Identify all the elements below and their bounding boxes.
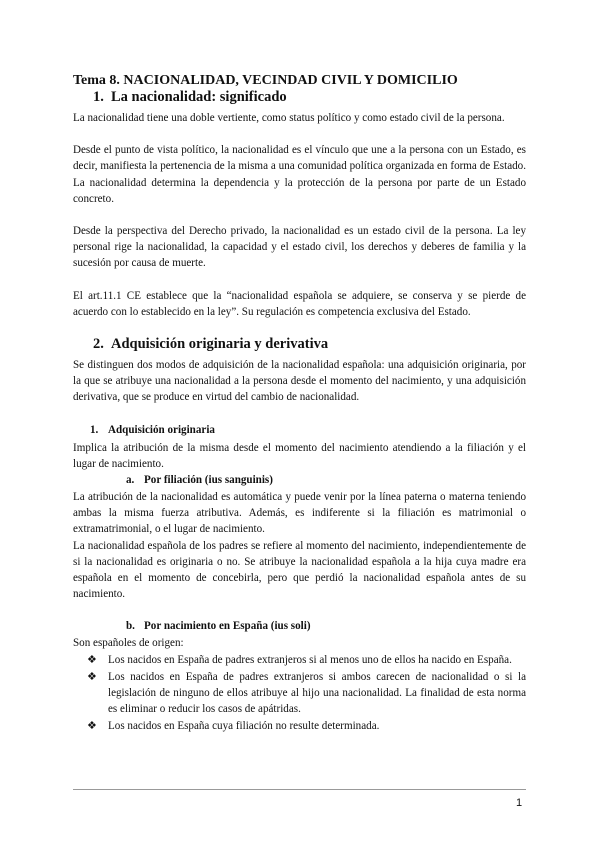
section-2-heading — [93, 336, 526, 353]
subsection-a-paragraph-2: La nacionalidad española de los padres se refiere al momento del nacimiento, independientemente de si la nacionalidad es originaria o no. Se atribuye la nacionalidad española a la hija cuya madre era española en el momento de concebirla, pero que perdió la nacionalidad española antes de su nacimiento. — [73, 539, 526, 601]
list-item-text: Los nacidos en España cuya filiación no resulte determinada. — [108, 720, 380, 733]
diamond-bullet-icon: ❖ — [87, 653, 97, 666]
subsection-b-heading — [126, 618, 526, 634]
subsection-b-title: Por nacimiento en España (ius soli) — [144, 620, 311, 633]
footer-divider — [73, 789, 526, 790]
section-1-heading — [93, 89, 526, 106]
section-2-paragraph-1: Se distinguen dos modos de adquisición de la nacionalidad española: una adquisición originaria, por la que se atribuye una nacionalidad a la persona desde el momento del nacimiento, y una adquisición derivativa, que se produce en virtud del cambio de nacionalidad. — [73, 359, 526, 404]
list-item-text: Los nacidos en España de padres extranjeros si ambos carecen de nacionalidad o si la legislación de ninguno de ellos atribuye al hijo una nacionalidad. La finalidad de esta norma es eliminar o reducir los casos de apátridas. — [108, 670, 526, 716]
subsection-b-paragraph: Son españoles de origen: — [73, 637, 184, 650]
list-item-text: Los nacidos en España de padres extranjeros si al menos uno de ellos ha nacido en España. — [108, 653, 512, 666]
section-1-paragraph-1: La nacionalidad tiene una doble vertiente, como status político y como estado civil de la persona. — [73, 112, 505, 124]
diamond-bullet-icon: ❖ — [87, 720, 97, 733]
subsection-a-letter: a. — [126, 474, 135, 487]
section-1-title: La nacionalidad: significado — [111, 89, 287, 105]
document-page — [73, 72, 526, 736]
subsection-1-paragraph: Implica la atribución de la misma desde el momento del nacimiento atendiendo a la filiación y el lugar de nacimiento. — [73, 441, 526, 470]
document-title: Tema 8. NACIONALIDAD, VECINDAD CIVIL Y DOMICILIO — [73, 73, 458, 88]
subsection-a-title: Por filiación (ius sanguinis) — [144, 474, 273, 487]
bullet-list — [73, 652, 526, 735]
subsection-1-number: 1. — [90, 423, 99, 436]
list-item — [73, 718, 526, 734]
subsection-a-paragraph-1: La atribución de la nacionalidad es automática y puede venir por la línea paterna o materna teniendo ambas la misma fuerza atributiva. Además, es indiferente si la filiación es matrimonial o extramatrimonial, o el lugar de nacimiento. — [73, 491, 526, 536]
section-1-paragraph-2: Desde el punto de vista político, la nacionalidad es el vínculo que une a la persona con un Estado, es decir, manifiesta la pertenencia de la misma a una comunidad política organizada en forma de Estado. La nacionalidad determina la dependencia y la protección de la persona por parte de un Estado concreto. — [73, 144, 526, 205]
page-number: 1 — [516, 797, 523, 809]
section-2-number: 2. — [93, 336, 104, 353]
subsection-b-letter: b. — [126, 620, 135, 633]
subsection-a-heading — [126, 472, 526, 488]
list-item — [73, 652, 526, 668]
list-item — [73, 669, 526, 718]
section-1-paragraph-3: Desde la perspectiva del Derecho privado, la nacionalidad es un estado civil de la persona. La ley personal rige la nacionalidad, la capacidad y el estado civil, los derechos y deberes de familia y la sucesión por causa de muerte. — [73, 225, 526, 270]
diamond-bullet-icon: ❖ — [87, 670, 97, 683]
section-2-title: Adquisición originaria y derivativa — [111, 336, 329, 353]
section-1-paragraph-4: El art.11.1 CE establece que la “nacionalidad española se adquiere, se conserva y se pierde de acuerdo con lo establecido en la ley”. Su regulación es competencia exclusiva del Estado. — [73, 289, 526, 318]
section-1-number: 1. — [93, 89, 104, 105]
subsection-1-title: Adquisición originaria — [108, 423, 215, 436]
subsection-1-heading — [90, 422, 526, 438]
